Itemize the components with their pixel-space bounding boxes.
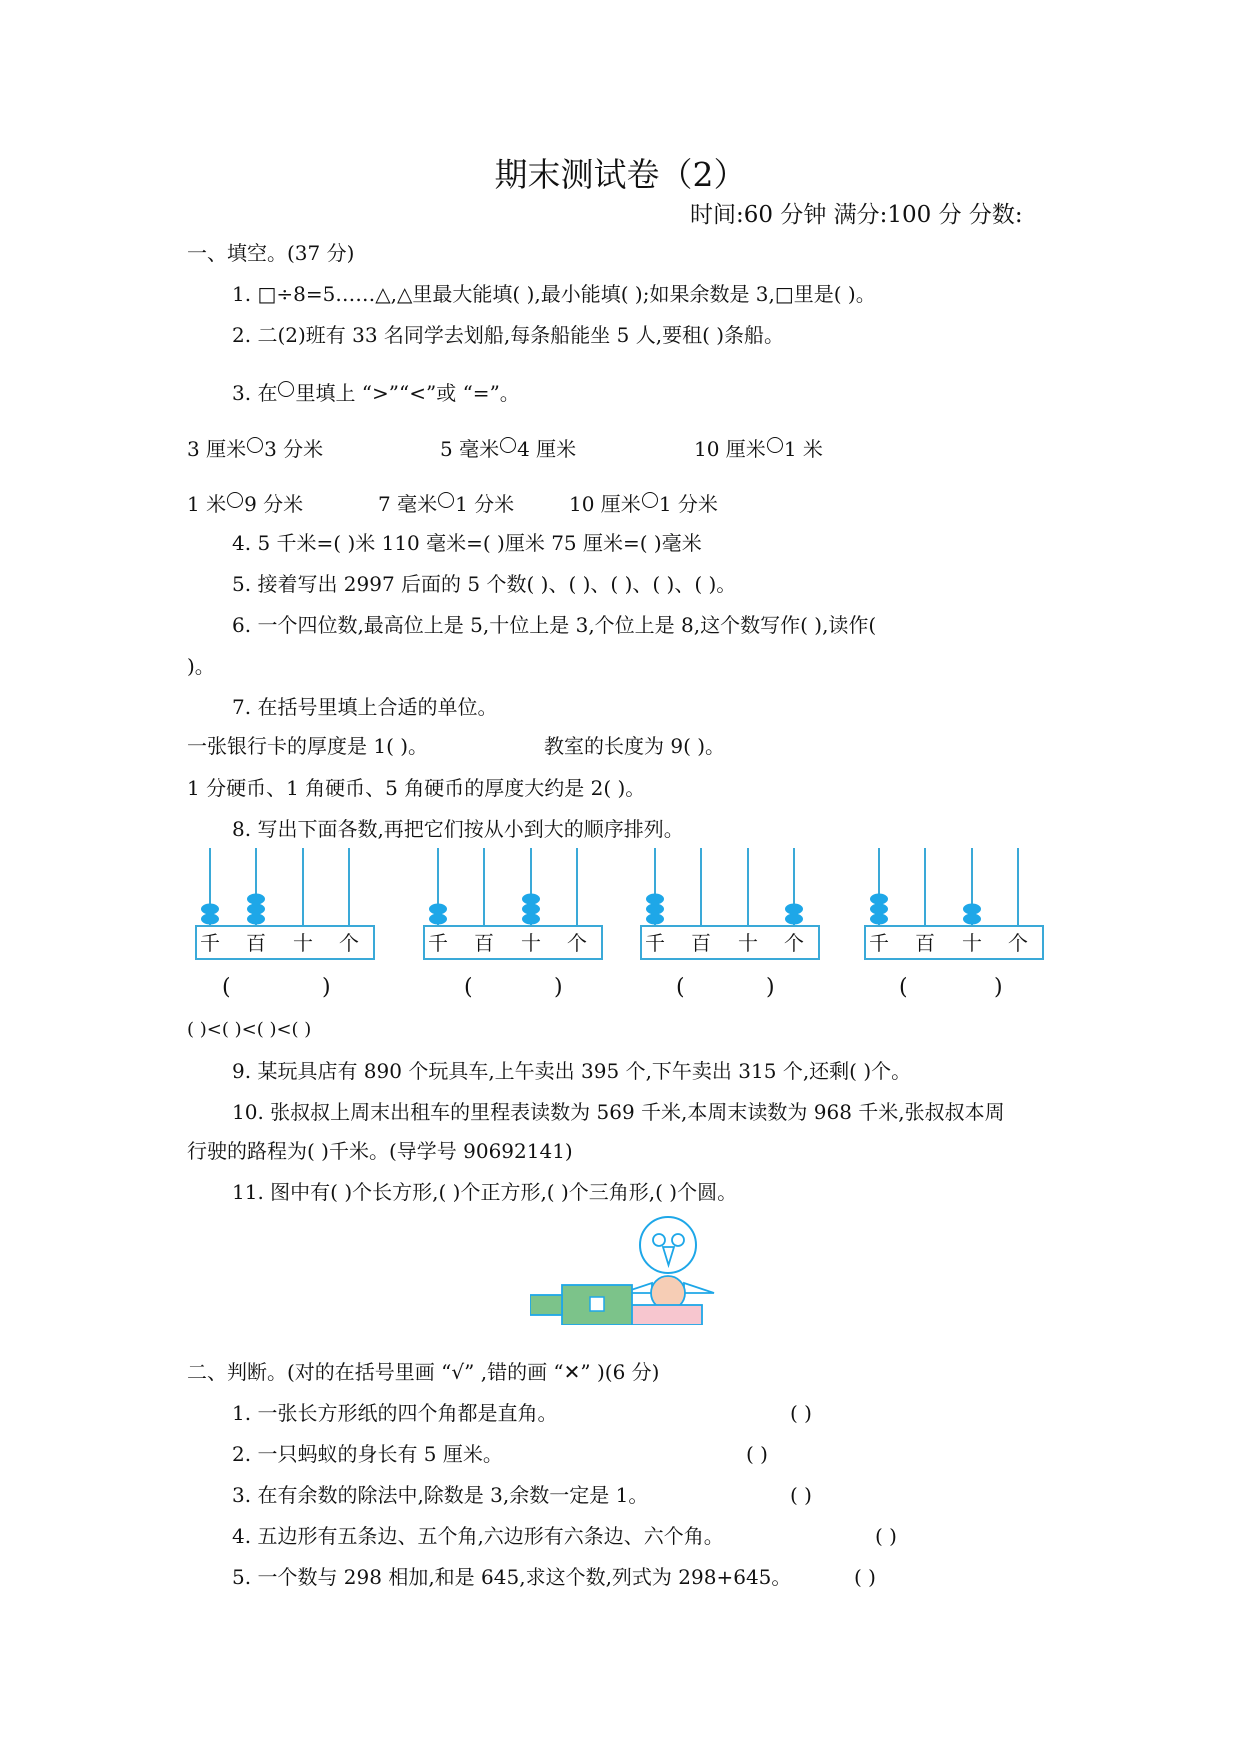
section1-heading: 一、填空。(37 分) [187,241,355,265]
abacus-place-label: 十 [738,931,758,955]
question-3-prefix: 3. 在 [232,381,278,405]
abacus [423,848,605,960]
abacus-bead [247,894,265,905]
eye-circle [672,1234,684,1246]
question-7a: 一张银行卡的厚度是 1( )。 [187,734,429,758]
question-2: 2. 二(2)班有 33 名同学去划船,每条船能坐 5 人,要租( )条船。 [232,323,785,347]
question-7b: 教室的长度为 9( )。 [544,734,726,758]
judge-item: 1. 一张长方形纸的四个角都是直角。 [232,1401,558,1425]
abacus [864,848,1046,960]
question-3 [232,380,520,406]
abacus-place-label: 百 [474,931,494,955]
question-7c: 1 分硬币、1 角硬币、5 角硬币的厚度大约是 2( )。 [187,776,646,800]
exam-page: 期末测试卷（2） 时间:60 分钟 满分:100 分 分数: 一、填空。(37 分) 1. □÷8=5……△,△里最大能填( ),最小能填( );如果余数是 3,□里是( )。 2. 二(2)班有 33 名同学去划船,每条船能坐 5 人,要租( )条船。 3. 在 里填上 “>”“<”或 “=”。 3 厘米 3 分米 5 毫米 4 厘米 10 厘米 1 米 1 米 9 分米 7 毫米 1 分米 10 厘米 1 分米 4. 5 千米=( )米 110 毫米=( )厘米 75 厘米=( )毫米 5. 接着写出 2997 后面的 5 个数( )、( )、( )、( )、( )。 6. 一个四位数,最高位上是 5,十位上是 3,个位上是 8,这个数写作( ),读作( )。 7. 在括号里填上合适的单位。 一张银行卡的厚度是 1( )。 教室的长度为 9( )。 1 分硬币、1 角硬币、5 角硬币的厚度大约是 2( )。 8. 写出下面各数,再把它们按从小到大的顺序排列。 千 百 十 个 千 百 十 个 千 百 十 个 千 百 十 个 ( ) ( ) ( ) ( ) ( )<( )<( )<( ) 9. 某玩具店有 890 个玩具车,上午卖出 395 个,下午卖出 315 个,还剩( )个。 10. 张叔叔上周末出租车的里程表读数为 569 千米,本周末读数为 968 千米,张叔叔本周 行驶的路程为( )千米。(导学号 90692141) 11. 图中有( )个长方形,( )个正方形,( )个三角形,( )个圆。 二、判断。(对的在括号里画 “√” ,错的画 “✕” )(6 分) 1. 一张长方形纸的四个角都是直角。 ( ) 2. 一只蚂蚁的身长有 5 厘米。 ( ) 3. 在有余数的除法中,除数是 3,余数一定是 1。 ( ) 4. 五边形有五条边、五个角,六边形有六条边、六个角。 ( ) 5. 一个数与 298 相加,和是 645,求这个数,列式为 298+645。 ( ) [0,0,1241,1754]
abacus-place-label: 个 [339,931,359,955]
judge-answer[interactable]: ( ) [790,1401,812,1425]
abacus-bead [785,914,803,925]
abacus [195,848,377,960]
right-wing-triangle [684,1283,714,1293]
question-1: 1. □÷8=5……△,△里最大能填( ),最小能填( );如果余数是 3,□里是( )。 [232,282,876,306]
abacus-bead [522,894,540,905]
abacus-place-label: 千 [869,931,889,955]
abacus-bead [201,914,219,925]
abacus-bead [522,914,540,925]
compare-circle-icon[interactable] [227,492,243,508]
abacus-bead [646,904,664,915]
abacus-place-label: 百 [915,931,935,955]
small-square [590,1297,604,1311]
judge-answer[interactable]: ( ) [746,1442,768,1466]
question-7: 7. 在括号里填上合适的单位。 [232,695,498,719]
abacus-bead [646,914,664,925]
abacus-bead [429,914,447,925]
abacus-bead [963,904,981,915]
page-title: 期末测试卷（2） [494,155,747,194]
abacus-place-label: 个 [1008,931,1028,955]
question-5: 5. 接着写出 2997 后面的 5 个数( )、( )、( )、( )、( )。 [232,572,737,596]
abacus-place-label: 千 [645,931,665,955]
order-line: ( )<( )<( )<( ) [187,1019,312,1040]
question-3-suffix: 里填上 “>”“<”或 “=”。 [295,381,520,405]
compare-item: 10 厘米 1 米 [694,437,823,461]
abacus [640,848,822,960]
judge-item: 3. 在有余数的除法中,除数是 3,余数一定是 1。 [232,1483,649,1507]
question-6-continued: )。 [187,654,215,678]
section2-heading: 二、判断。(对的在括号里画 “√” ,错的画 “✕” )(6 分) [187,1360,660,1384]
abacus-place-label: 十 [521,931,541,955]
compare-item: 5 毫米 4 厘米 [440,437,577,461]
abacus-place-label: 个 [784,931,804,955]
compare-item: 7 毫米 1 分米 [378,492,515,516]
question-6: 6. 一个四位数,最高位上是 5,十位上是 3,个位上是 8,这个数写作( ),读作( [232,613,877,637]
question-10: 10. 张叔叔上周末出租车的里程表读数为 569 千米,本周末读数为 968 千米,张叔叔本周 [232,1100,1005,1124]
abacus-place-label: 百 [246,931,266,955]
abacus-bead [870,914,888,925]
abacus-svg [864,848,1046,960]
compare-circle-icon[interactable] [247,437,263,453]
compare-circle-icon[interactable] [767,437,783,453]
judge-answer[interactable]: ( ) [790,1483,812,1507]
circle-icon [278,381,294,397]
abacus-svg [195,848,377,960]
compare-circle-icon[interactable] [642,492,658,508]
abacus-bead [522,904,540,915]
abacus-place-label: 百 [691,931,711,955]
compare-item: 3 厘米 3 分米 [187,437,324,461]
judge-answer[interactable]: ( ) [854,1565,876,1589]
abacus-svg [423,848,605,960]
compare-item: 10 厘米 1 分米 [569,492,718,516]
eye-circle [653,1234,665,1246]
abacus-bead [646,894,664,905]
abacus-bead [201,904,219,915]
abacus-bead [870,894,888,905]
abacus-bead [870,904,888,915]
judge-item: 2. 一只蚂蚁的身长有 5 厘米。 [232,1442,503,1466]
exam-meta: 时间:60 分钟 满分:100 分 分数: [690,202,1023,228]
question-10-continued: 行驶的路程为( )千米。(导学号 90692141) [187,1139,573,1163]
judge-item: 4. 五边形有五条边、五个角,六边形有六条边、六个角。 [232,1524,724,1548]
judge-answer[interactable]: ( ) [875,1524,897,1548]
question-9: 9. 某玩具店有 890 个玩具车,上午卖出 395 个,下午卖出 315 个,还剩( )个。 [232,1059,912,1083]
abacus-place-label: 十 [962,931,982,955]
abacus-bead [429,904,447,915]
compare-circle-icon[interactable] [438,492,454,508]
abacus-bead [963,914,981,925]
question-11: 11. 图中有( )个长方形,( )个正方形,( )个三角形,( )个圆。 [232,1180,738,1204]
pink-rectangle [630,1305,702,1325]
abacus-place-label: 千 [200,931,220,955]
abacus-bead [247,904,265,915]
abacus-bead [785,904,803,915]
shapes-figure [530,1215,720,1329]
question-4: 4. 5 千米=( )米 110 毫米=( )厘米 75 厘米=( )毫米 [232,531,702,555]
question-8: 8. 写出下面各数,再把它们按从小到大的顺序排列。 [232,817,684,841]
abacus-svg [640,848,822,960]
abacus-place-label: 个 [567,931,587,955]
compare-circle-icon[interactable] [500,437,516,453]
small-green-rectangle [530,1295,562,1315]
abacus-place-label: 千 [428,931,448,955]
abacus-place-label: 十 [293,931,313,955]
compare-item: 1 米 9 分米 [187,492,304,516]
abacus-bead [247,914,265,925]
judge-item: 5. 一个数与 298 相加,和是 645,求这个数,列式为 298+645。 [232,1565,792,1589]
